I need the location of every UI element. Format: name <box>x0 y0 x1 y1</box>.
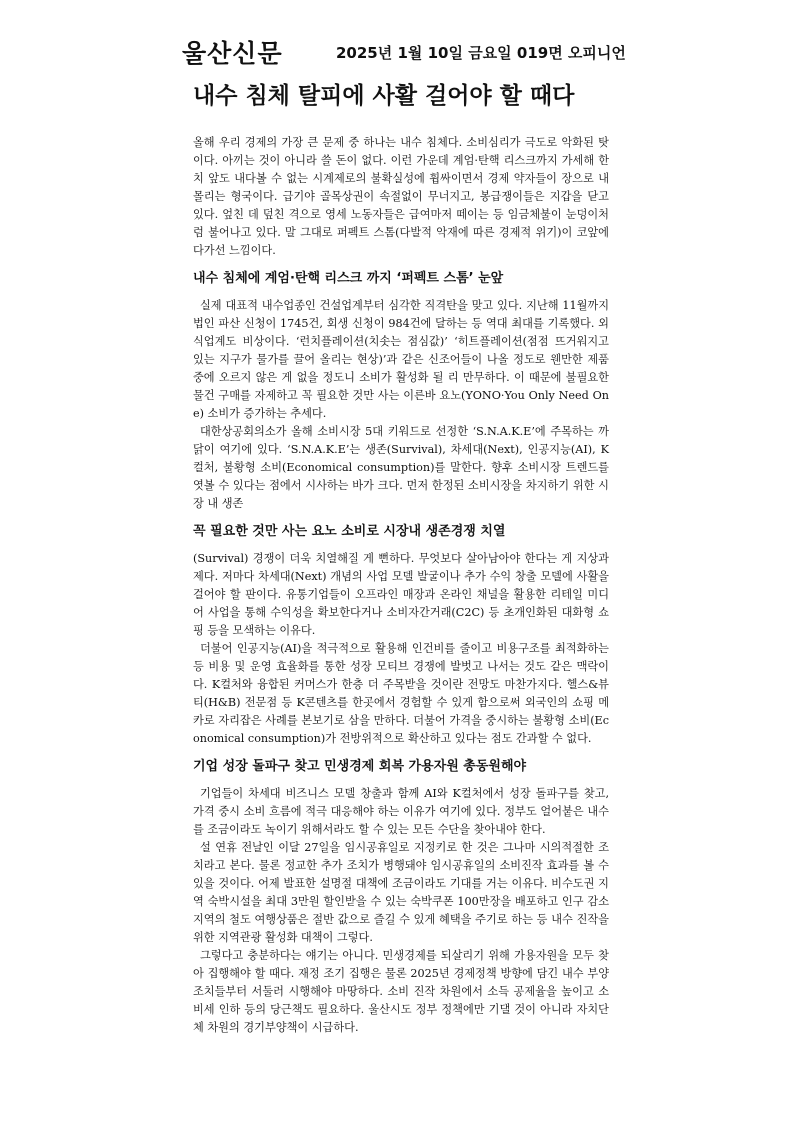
paragraph: 그렇다고 충분하다는 얘기는 아니다. 민생경제를 되살리기 위해 가용자원을 모두 찾아 집행해야 할 때다. 재정 조기 집행은 물론 2025년 경제정책 방향에 담긴 내수 부양 조치들부터 서둘러 시행해야 마땅하다. 소비 진작 차원에서 소득 공제율을 높이고 소비세 인하 등의 당근책도 필요하다. 울산시도 정부 정책에만 기댈 것이 아니라 자치단체 차원의 경기부양책이 시급하다. <box>193 949 609 1034</box>
headline: 내수 침체 탈피에 사활 걸어야 할 때다 <box>193 83 575 109</box>
paragraph: 더불어 인공지능(AI)을 적극적으로 활용해 인건비를 줄이고 비용구조를 최적화하는 등 비용 및 운영 효율화를 통한 성장 모티브 경쟁에 발벗고 나서는 것도 같은 맥락이다. K컬처와 융합된 커머스가 한층 더 주목받을 것이란 전망도 마찬가지다. 헬스&뷰티(H&B) 전문점 등 K콘텐츠를 한곳에서 경험할 수 있게 함으로써 외국인의 쇼핑 메카로 자리잡은 사례를 본보기로 삼을 만하다. 더불어 가격을 중시하는 불황형 소비(Economical consumption)가 전방위적으로 확산하고 있다는 점도 간과할 수 없다. <box>193 642 609 745</box>
subheading: 내수 침체에 계엄·탄핵 리스크 까지 ‘퍼펙트 스톰’ 눈앞 <box>193 271 504 286</box>
newspaper-name: 울산신문 <box>182 39 283 68</box>
paragraph: (Survival) 경쟁이 더욱 치열해질 게 뻔하다. 무엇보다 살아남아야 한다는 게 지상과제다. 저마다 차세대(Next) 개념의 사업 모델 발굴이나 추가 수익 창출 모델에 사활을 걸어야 할 판이다. 유통기업들이 오프라인 매장과 온라인 채널을 활용한 리테일 미디어 사업을 통해 수익성을 확보한다거나 소비자간거래(C2C) 등 초개인화된 대화형 쇼핑 등을 모색하는 이유다. <box>193 552 609 637</box>
paragraph: 대한상공회의소가 올해 소비시장 5대 키워드로 선정한 ‘S.N.A.K.E’에 주목하는 까닭이 여기에 있다. ‘S.N.A.K.E’는 생존(Survival), 차세대(Next), 인공지능(AI), K컬처, 불황형 소비(Economical consumption)를 말한다. 향후 소비시장 트렌드를 엿볼 수 있다는 점에서 시사하는 바가 크다. 먼저 한정된 소비시장을 차지하기 위한 시장 내 생존 <box>193 425 609 510</box>
paragraph: 기업들이 차세대 비즈니스 모델 창출과 함께 AI와 K컬처에서 성장 돌파구를 찾고, 가격 중시 소비 흐름에 적극 대응해야 하는 이유가 여기에 있다. 정부도 얼어붙은 내수를 조금이라도 녹이기 위해서라도 할 수 있는 모든 수단을 찾아내야 한다. <box>193 787 609 836</box>
subheading: 꼭 필요한 것만 사는 요노 소비로 시장내 생존경쟁 치열 <box>193 524 506 539</box>
masthead <box>182 34 642 70</box>
paragraph: 올해 우리 경제의 가장 큰 문제 중 하나는 내수 침체다. 소비심리가 극도로 악화된 탓이다. 아끼는 것이 아니라 쓸 돈이 없다. 이런 가운데 계엄·탄핵 리스크까지 가세해 한치 앞도 내다볼 수 없는 시계제로의 불확실성에 휩싸이면서 경제 약자들이 장으로 내몰리는 형국이다. 급기야 골목상권이 속절없이 무너지고, 봉급쟁이들은 지갑을 닫고 있다. 엎친 데 덮친 격으로 영세 노동자들은 급여마저 떼이는 등 임금체불이 눈덩이처럼 불어나고 있다. 말 그대로 퍼펙트 스톰(다발적 악재에 따른 경제적 위기)이 코앞에 다가선 느낌이다. <box>193 136 609 257</box>
dateline: 2025년 1월 10일 금요일 019면 오피니언 <box>336 44 626 62</box>
article-body <box>193 134 609 1037</box>
paragraph: 설 연휴 전날인 이달 27일을 임시공휴일로 지정키로 한 것은 그나마 시의적절한 조치라고 본다. 물론 정교한 추가 조치가 병행돼야 임시공휴일의 소비진작 효과를 볼 수 있을 것이다. 어제 발표한 설명절 대책에 조금이라도 기대를 거는 이유다. 비수도권 지역 숙박시설을 최대 3만원 할인받을 수 있는 숙박쿠폰 100만장을 배포하고 인구 감소지역의 철도 여행상품은 절반 값으로 즐길 수 있게 혜택을 주기로 하는 등 내수 진작을 위한 지역관광 활성화 대책이 그렇다. <box>193 841 609 944</box>
paragraph: 실제 대표적 내수업종인 건설업계부터 심각한 직격탄을 맞고 있다. 지난해 11월까지 법인 파산 신청이 1745건, 회생 신청이 984건에 달하는 등 역대 최대를 기록했다. 외식업계도 비상이다. ‘런치플레이션(치솟는 점심값)’ ‘히트플레이션(점점 뜨거워지고 있는 지구가 물가를 끌어 올리는 현상)’과 같은 신조어들이 나올 정도로 웬만한 제품 중에 오르지 않은 게 없을 정도니 소비가 활성화 될 리 만무하다. 이 때문에 불필요한 물건 구매를 자제하고 꼭 필요한 것만 사는 이른바 요노(YONO·You Only Need One) 소비가 증가하는 추세다. <box>193 299 609 420</box>
subheading: 기업 성장 돌파구 찾고 민생경제 회복 가용자원 총동원해야 <box>193 759 527 774</box>
